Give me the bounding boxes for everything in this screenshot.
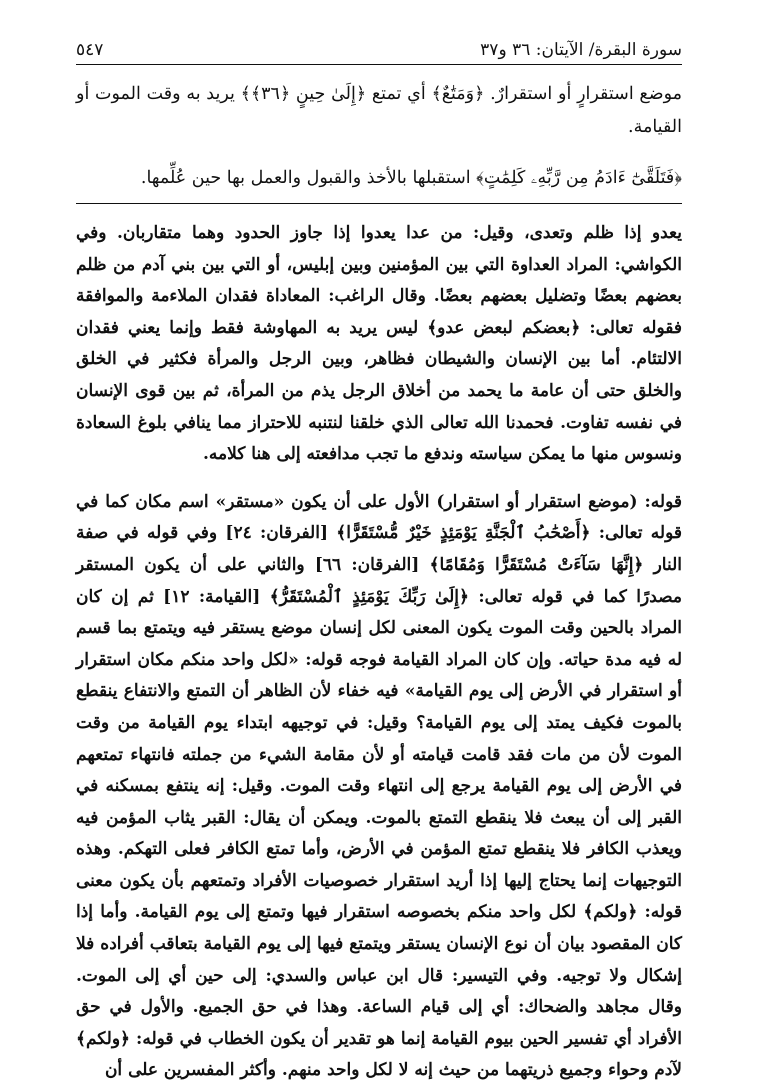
commentary-paragraph-2-text: (موضع استقرار أو استقرار) الأول على أن يكون «مستقر» اسم مكان كما في قوله تعالى: ﴿أَصْحَٰبُ ٱلْجَنَّةِ يَوْمَئِذٍ خَيْرٌ مُّسْتَقَرًّا﴾ [الفرقان: ٢٤] وفي قوله في صفة النار ﴿إِنَّهَا سَآءَتْ مُسْتَقَرًّا وَمُقَامًا﴾ [الفرقان: ٦٦] والثاني على أن يكون المستقر مصدرًا كما في قوله تعالى: ﴿إِلَىٰ رَبِّكَ يَوْمَئِذٍ ٱلْمُسْتَقَرُّ﴾ [القيامة: ١٢] ثم إن كان المراد بالحين وقت الموت يكون المعنى لكل إنسان موضع يستقر فيه ويتمتع بما قسم له فيه مدة حياته. وإن كان المراد القيامة فوجه قوله: «لكل واحد منكم مكان استقرار أو استقرار في الأرض إلى يوم القيامة» فيه خفاء لأن الظاهر أن التمتع والانتفاع ينقطع بالموت فكيف يمتد إلى يوم القيامة؟ وقيل: في توجيهه ابتداء يوم القيامة من وقت الموت لأن من مات فقد قامت قيامته أو لأن مقامة الشيء من جملته فانتهاء تمتعهم في الأرض إلى يوم القيامة يرجع إلى انتهاء وقت الموت. وقيل: إنه ينتفع بمسكنه في القبر إلى أن يبعث فلا ينقطع التمتع بالموت. ويمكن أن يقال: القبر يثاب المؤمن فيه ويعذب الكافر فلا ينقطع تمتع المؤمن في الأرض، وأما تمتع الكافر فعلى التهكم. وهذه التوجيهات إنما يحتاج إليها إذا أريد استقرار خصوصيات الأفراد وتمتعهم بأن يكون معنى قوله: ﴿ولكم﴾ لكل واحد منكم بخصوصه استقرار فيها وتمتع إلى يوم القيامة. وأما إذا كان المقصود بيان أن نوع الإنسان يستقر ويتمتع فيها إلى يوم القيامة بتعاقب أفراده فلا إشكال ولا توجيه. وفي التيسير: قال ابن عباس والسدي: إلى حين أي إلى الموت. وقال مجاهد والضحاك: أي إلى قيام الساعة. وهذا في حق الجميع. والأول في حق الأفراد أي تفسير الحين بيوم القيامة إنما هو تقدير أن يكون الخطاب في قوله: ﴿ولكم﴾ لآدم وحواء وجميع ذريتهما من حيث إنه لا لكل واحد منهم. وأكثر المفسرين على أن [76,491,682,1081]
header-rule [76,64,682,65]
page-header [76,30,682,60]
commentary-paragraph-1: يعدو إذا ظلم وتعدى، وقيل: من عدا يعدوا إذا جاوز الحدود وهما متقاربان. وفي الكواشي: المراد العداوة التي بين المؤمنين وبين إبليس، أو التي بين بني آدم من ظلم بعضهم بعضًا وتضليل بعضهم بعضًا. وقال الراغب: المعاداة فقدان الملاءمة والموافقة فقوله تعالى: ﴿بعضكم لبعض عدو﴾ ليس يريد به المهاوشة فقط وإنما يعني فقدان الالتئام. أما بين الإنسان والشيطان فظاهر، وبين الرجل والمرأة فكثير في الخلق والخلق حتى أن عامة ما يحمد من أخلاق الرجل يذم من المرأة، ثم بين قوى الإنسان في نفسه تفاوت. فحمدنا الله تعالى الذي خلقنا لنتنبه للاحتراز مما ينافي بلوغ السعادة ونسوس منها ما يمكن سياسته وندفع ما تجب مدافعته إلى هنا كلامه. [76,223,682,465]
running-title: سورة البقرة/ الآيتان: ٣٦ و٣٧ [480,40,682,60]
tafsir-paragraph-2: ﴿فَتَلَقَّىٰٓ ءَادَمُ مِن رَّبِّهِۦ كَلِمَٰتٍ﴾ استقبلها بالأخذ والقبول والعمل بها حين عُلِّمها. [140,168,682,188]
tafsir-paragraph-1: موضع استقرارٍ أو استقرارٌ. ﴿وَمَتَٰعٌ﴾ أي تمتع ﴿إِلَىٰ حِينٍ ﴿٣٦﴾﴾ يريد به وقت الموت أو القيامة. [76,84,683,137]
section-divider [76,203,682,204]
commentary-paragraph-2 [76,487,682,1087]
commentary-section [76,218,682,1087]
page-number: ٥٤٧ [76,40,104,60]
quran-text-section [76,78,682,195]
qawluh-label: قوله: [644,491,682,512]
